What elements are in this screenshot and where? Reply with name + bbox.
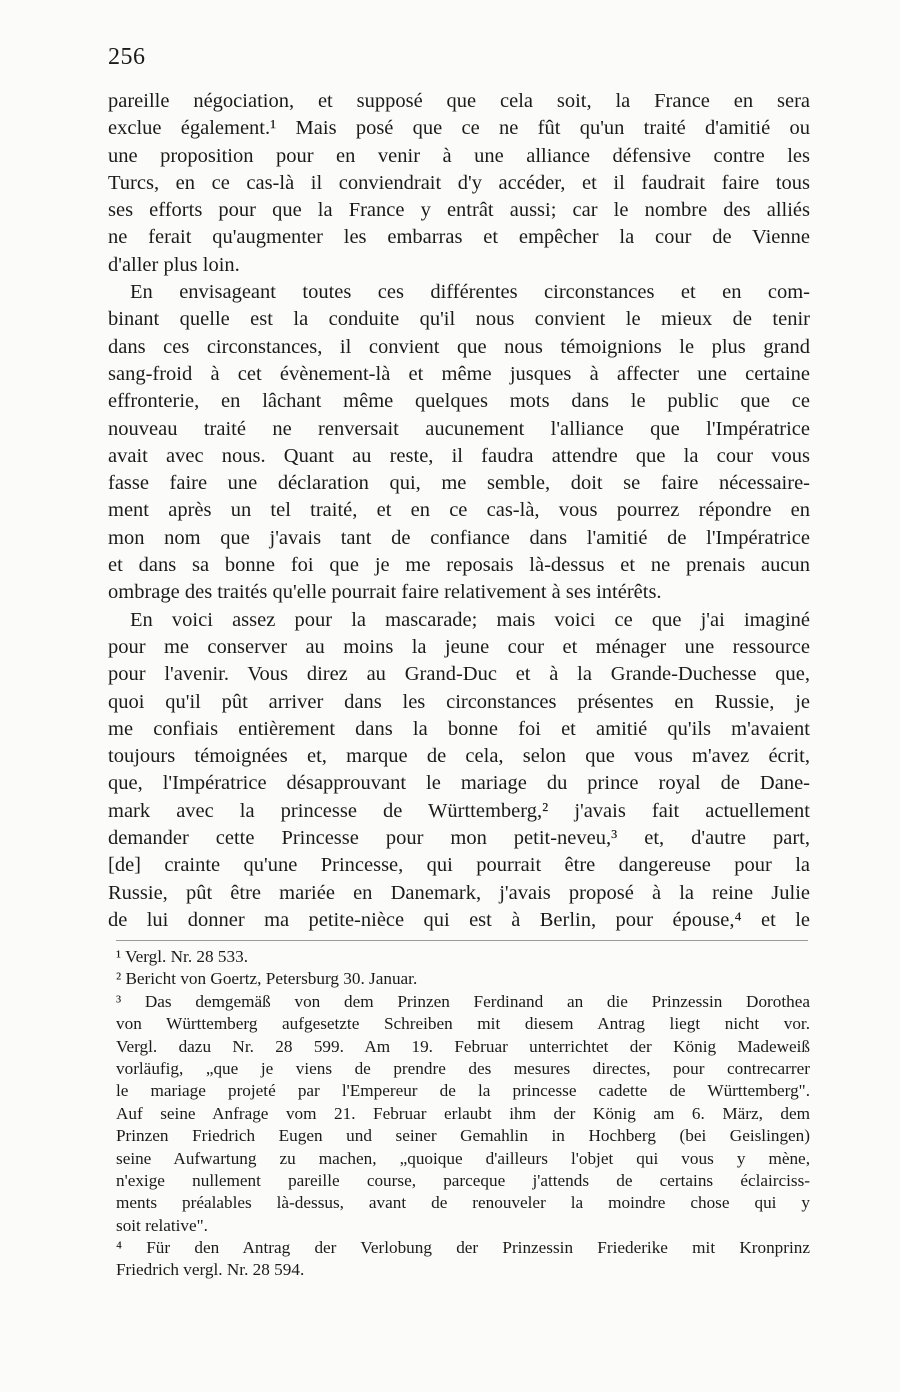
- body-text-line: binant quelle est la conduite qu'il nous convient le mieux de tenir: [108, 308, 810, 331]
- footnotes: [116, 946, 810, 1282]
- footnote-line: ⁴ Für den Antrag der Verlobung der Prinzessin Friederike mit Kronprinz: [116, 1238, 810, 1258]
- footnote-line: Vergl. dazu Nr. 28 599. Am 19. Februar unterrichtet der König Madeweiß: [116, 1036, 810, 1056]
- footnote: [116, 1237, 810, 1282]
- body-text-line: me confiais entièrement dans la bonne foi et amitié qu'ils m'avaient: [108, 717, 810, 740]
- footnote-line: Friedrich vergl. Nr. 28 594.: [116, 1260, 305, 1280]
- body-text-line: Russie, pût être mariée en Danemark, j'avais proposé à la reine Julie: [108, 881, 810, 904]
- body-text-line: fasse faire une déclaration qui, me semble, doit se faire nécessaire-: [108, 472, 810, 495]
- footnote-line: ³ Das demgemäß von dem Prinzen Ferdinand an die Prinzessin Dorothea: [116, 991, 810, 1011]
- body-text-line: demander cette Princesse pour mon petit-neveu,³ et, d'autre part,: [108, 827, 810, 850]
- footnote-line: n'exige nullement pareille course, parceque j'attends de certains éclairciss-: [116, 1170, 810, 1190]
- body-text-line: effronterie, en lâchant même quelques mots dans le public que ce: [108, 390, 810, 413]
- footnote-divider: [116, 940, 808, 941]
- body-text-line: Turcs, en ce cas-là il conviendrait d'y accéder, et il faudrait faire tous: [108, 171, 810, 194]
- footnote-line: seine Aufwartung zu machen, „quoique d'ailleurs l'objet qui vous y mène,: [116, 1148, 810, 1168]
- body-text-line: [de] crainte qu'une Princesse, qui pourrait être dangereuse pour la: [108, 854, 810, 877]
- footnote-line: ² Bericht von Goertz, Petersburg 30. Januar.: [116, 969, 418, 989]
- body-text-line: pour l'avenir. Vous direz au Grand-Duc et à la Grande-Duchesse que,: [108, 663, 810, 686]
- body-text-line: sang-froid à cet évènement-là et même jusques à affecter une certaine: [108, 362, 810, 385]
- footnote-line: le mariage projeté par l'Empereur de la princesse cadette de Württemberg".: [116, 1081, 810, 1101]
- body-text-line: ment après un tel traité, et en ce cas-là, vous pourrez répondre en: [108, 499, 810, 522]
- footnote-line: ments préalables là-dessus, avant de renouveler la moindre chose qui y: [116, 1193, 810, 1213]
- body-text-line: dans ces circonstances, il convient que nous témoignions le plus grand: [108, 335, 810, 358]
- footnote-line: soit relative".: [116, 1215, 208, 1235]
- body-text-line: ne ferait qu'augmenter les embarras et empêcher la cour de Vienne: [108, 226, 810, 249]
- body-text-line: ses efforts pour que la France y entrât aussi; car le nombre des alliés: [108, 199, 810, 222]
- body-text-line: une proposition pour en venir à une alliance défensive contre les: [108, 144, 810, 167]
- footnote-line: vorläufig, „que je viens de prendre des mesures directes, pour contrecarrer: [116, 1058, 810, 1078]
- page-number: 256: [108, 44, 146, 70]
- body-text-line: En envisageant toutes ces différentes circonstances et en com-: [130, 281, 810, 304]
- body-text-line: ombrage des traités qu'elle pourrait faire relativement à ses intérêts.: [108, 581, 662, 604]
- footnote-line: von Württemberg aufgesetzte Schreiben mit diesem Antrag liegt nicht vor.: [116, 1014, 810, 1034]
- body-text-line: exclue également.¹ Mais posé que ce ne fût qu'un traité d'amitié ou: [108, 117, 810, 140]
- footnote: [116, 968, 810, 990]
- body-text-line: pareille négociation, et supposé que cela soit, la France en sera: [108, 90, 810, 112]
- footnote-line: ¹ Vergl. Nr. 28 533.: [116, 947, 248, 966]
- body-text-line: quoi qu'il pût arriver dans les circonstances présentes en Russie, je: [108, 690, 810, 713]
- body-text-line: de lui donner ma petite-nièce qui est à Berlin, pour épouse,⁴ et le: [108, 908, 810, 931]
- body-text-line: que, l'Impératrice désapprouvant le mariage du prince royal de Dane-: [108, 772, 810, 795]
- body-text-line: En voici assez pour la mascarade; mais voici ce que j'ai imaginé: [130, 608, 810, 631]
- body-text-line: mark avec la princesse de Württemberg,² j'avais fait actuellement: [108, 799, 810, 822]
- body-text-line: mon nom que j'avais tant de confiance dans l'amitié de l'Impératrice: [108, 526, 810, 549]
- body-text-line: avait avec nous. Quant au reste, il faudra attendre que la cour vous: [108, 444, 810, 467]
- body-text-line: et dans sa bonne foi que je me reposais là-dessus et ne prenais aucun: [108, 554, 810, 577]
- body-text-line: nouveau traité ne renversait aucunement l'alliance que l'Impératrice: [108, 417, 810, 440]
- body-text-line: pour me conserver au moins la jeune cour et ménager une ressource: [108, 635, 810, 658]
- footnote-line: Prinzen Friedrich Eugen und seiner Gemahlin in Hochberg (bei Geislingen): [116, 1126, 810, 1146]
- footnote: [116, 991, 810, 1237]
- footnote: [116, 946, 810, 968]
- body-text-line: d'aller plus loin.: [108, 253, 240, 276]
- body-text: [108, 88, 810, 934]
- body-text-line: toujours témoignées et, marque de cela, selon que vous m'avez écrit,: [108, 745, 810, 768]
- footnote-line: Auf seine Anfrage vom 21. Februar erlaubt ihm der König am 6. März, dem: [116, 1103, 810, 1123]
